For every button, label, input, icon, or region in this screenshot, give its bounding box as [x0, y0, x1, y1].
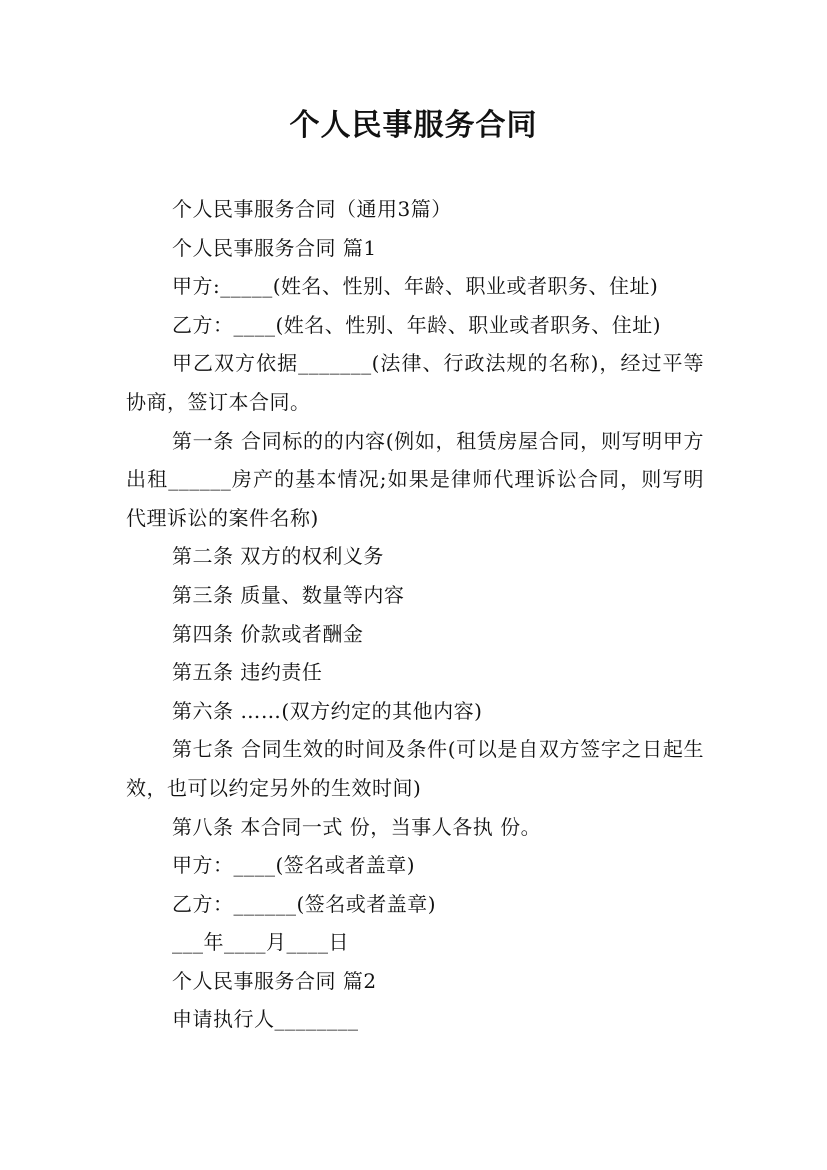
document-title: 个人民事服务合同: [289, 108, 538, 143]
article-1: 第一条 合同标的的内容(例如，租赁房屋合同，则写明甲方出租______房产的基本情况;如果是律师代理诉讼合同，则写明代理诉讼的案件名称): [126, 428, 704, 530]
section-heading-1: 个人民事服务合同 篇1: [172, 235, 377, 260]
article-4: 第四条 价款或者酬金: [172, 621, 364, 646]
article-8: 第八条 本合同一式 份，当事人各执 份。: [172, 814, 542, 839]
article-3: 第三条 质量、数量等内容: [172, 582, 405, 607]
applicant-line: 申请执行人________: [172, 1007, 359, 1032]
document-body: [126, 190, 704, 1039]
date-line: ___年____月____日: [172, 930, 349, 955]
party-a-signature-line: 甲方：____(签名或者盖章): [172, 853, 416, 878]
article-7: 第七条 合同生效的时间及条件(可以是自双方签字之日起生效，也可以约定另外的生效时间): [126, 737, 704, 800]
article-5: 第五条 违约责任: [172, 660, 323, 685]
party-a-line: 甲方:_____(姓名、性别、年龄、职业或者职务、住址): [172, 274, 659, 299]
article-6: 第六条 ……(双方约定的其他内容): [172, 698, 483, 723]
party-b-line: 乙方：____(姓名、性别、年龄、职业或者职务、住址): [172, 312, 662, 337]
agreement-basis-paragraph: 甲乙双方依据_______(法律、行政法规的名称)，经过平等协商，签订本合同。: [126, 351, 704, 414]
document-subtitle: 个人民事服务合同（通用3篇）: [172, 197, 452, 221]
section-heading-2: 个人民事服务合同 篇2: [172, 968, 377, 993]
article-2: 第二条 双方的权利义务: [172, 544, 384, 569]
party-b-signature-line: 乙方：______(签名或者盖章): [172, 891, 437, 916]
